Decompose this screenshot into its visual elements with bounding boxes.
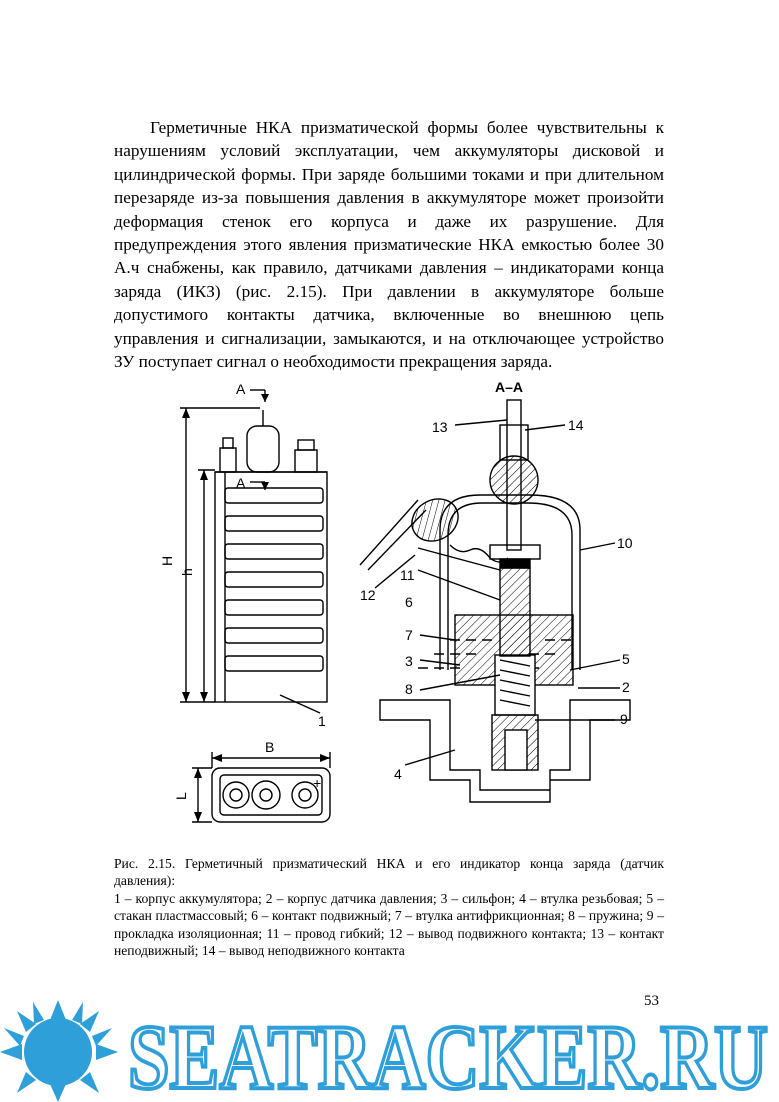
figure-2-15 bbox=[150, 370, 670, 840]
figure-caption bbox=[114, 855, 664, 959]
dim-L-label: L bbox=[173, 792, 189, 800]
label-8: 8 bbox=[405, 681, 413, 697]
label-4: 4 bbox=[394, 766, 402, 782]
label-2: 2 bbox=[622, 679, 630, 695]
section-title: А–А bbox=[495, 379, 524, 395]
section-mark-top: А bbox=[236, 381, 246, 397]
watermark bbox=[0, 1000, 779, 1102]
figure-drawing bbox=[150, 370, 670, 840]
label-6: 6 bbox=[405, 594, 413, 610]
dim-H-label: H bbox=[159, 555, 175, 566]
label-12: 12 bbox=[360, 587, 376, 603]
caption-title: Рис. 2.15. Герметичный призматический НКА и его индикатор конца заряда (датчик давления): bbox=[114, 856, 664, 889]
dim-B-label: B bbox=[265, 739, 275, 755]
body-text: Герметичные НКА призматической формы более чувствительны к нарушениям условий эксплуатации, чем аккумуляторы дисковой и цилиндрической формы. При заряде большими токами и при длительном перезаряде из-за повышения давления в аккумуляторе может произойти деформация стенок его корпуса и даже их разрушение. Для предупреждения этого явления призматические НКА емкостью более 30 А.ч снабжены, как правило, датчиками давления – индикаторами конца заряда (ИКЗ) (рис. 2.15). При давлении в аккумуляторе больше допустимого контакты датчика, включенные во внешнюю цепь управления и сигнализации, замыкаются, и на отключающее устройство ЗУ поступает сигнал о необходимости прекращения заряда. bbox=[114, 118, 664, 372]
label-11: 11 bbox=[400, 567, 415, 583]
label-7: 7 bbox=[405, 627, 413, 643]
label-10: 10 bbox=[617, 535, 633, 551]
watermark-text: SEATRACKER.RU bbox=[128, 1006, 768, 1102]
page-number: 53 bbox=[644, 993, 659, 1009]
sun-icon bbox=[0, 1000, 118, 1102]
body-paragraph bbox=[114, 116, 664, 373]
label-1: 1 bbox=[318, 713, 326, 729]
label-3: 3 bbox=[405, 653, 413, 669]
caption-legend: 1 – корпус аккумулятора; 2 – корпус датчика давления; 3 – сильфон; 4 – втулка резьбовая; 5 – стакан пластмассовый; 6 – контакт подвижный; 7 – втулка антифрикционная; 8 – пружина; 9 – прокладка изоляционная; 11 – провод гибкий; 12 – вывод подвижного контакта; 13 – контакт неподвижный; 14 – вывод неподвижного контакта bbox=[114, 890, 664, 959]
pressure-sensor bbox=[360, 400, 630, 802]
label-9: 9 bbox=[620, 711, 628, 727]
battery-ribs bbox=[225, 488, 323, 671]
dim-h-label: h bbox=[179, 568, 195, 576]
plus-sign: + bbox=[313, 775, 322, 791]
label-14: 14 bbox=[568, 417, 584, 433]
label-13: 13 bbox=[432, 419, 448, 435]
label-5: 5 bbox=[622, 651, 630, 667]
section-mark-bottom: А bbox=[236, 475, 246, 491]
